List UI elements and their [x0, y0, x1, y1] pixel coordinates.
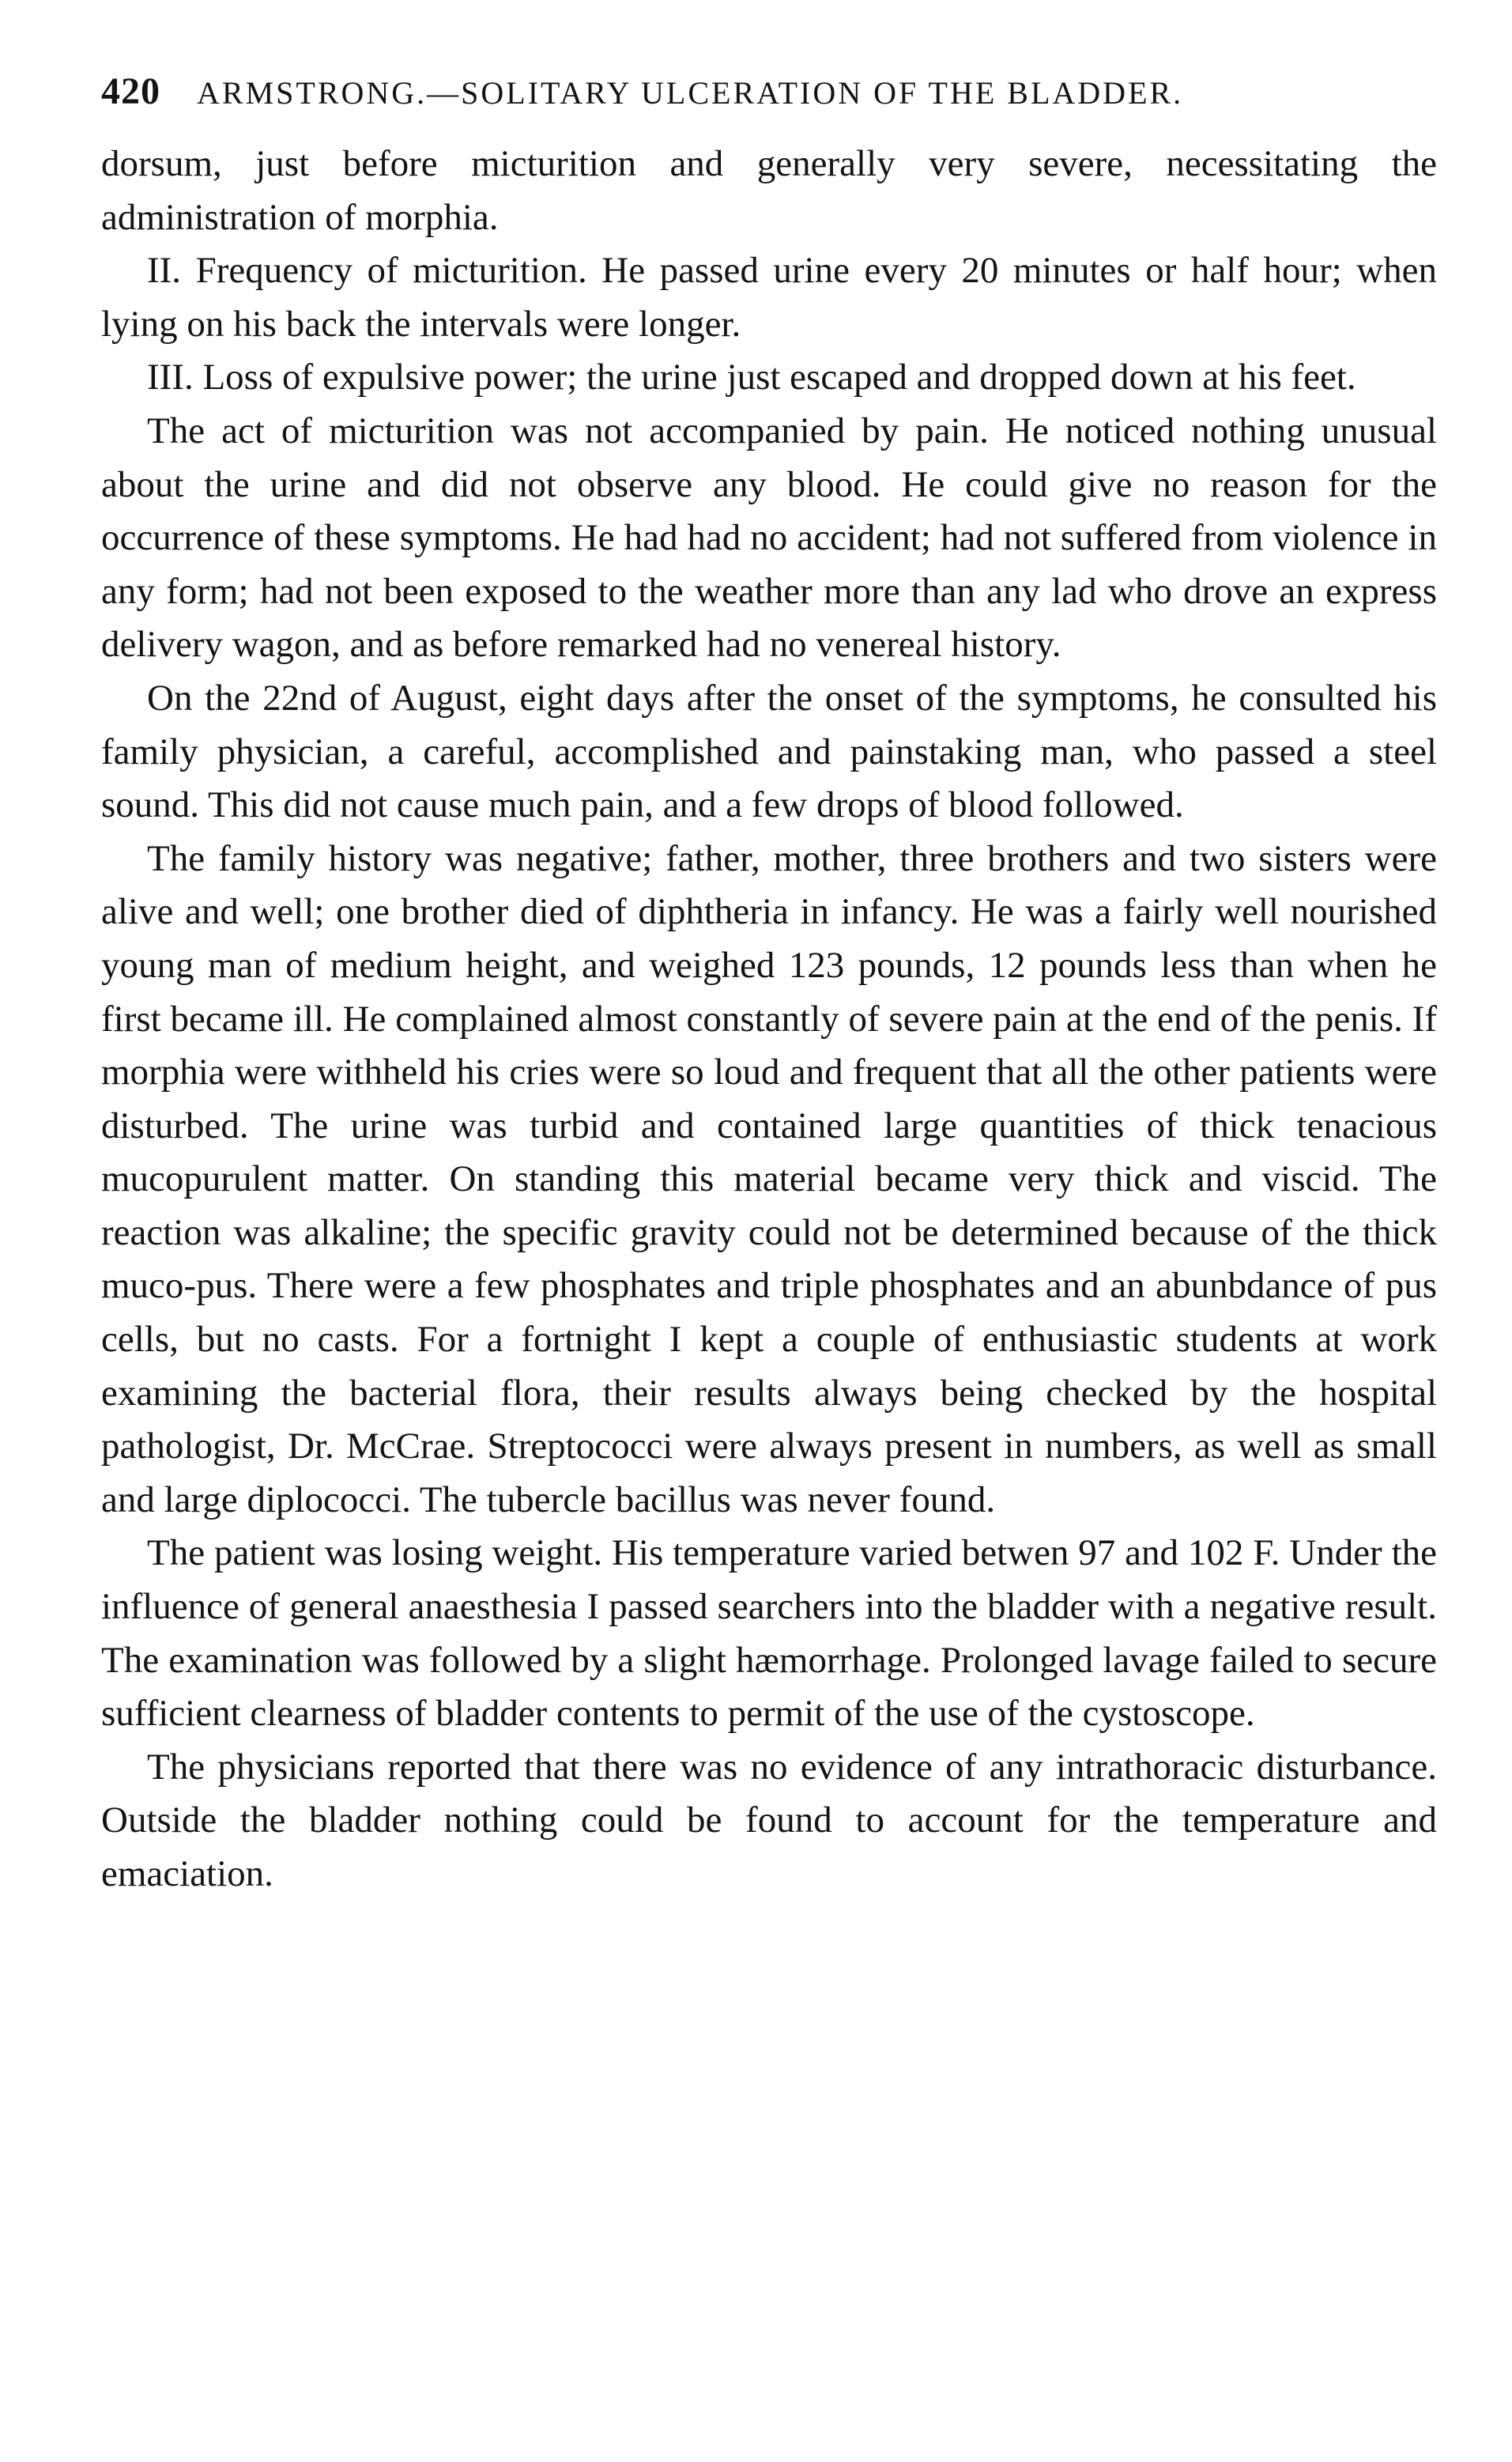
paragraph-physicians-report: The physicians reported that there was no evidence of any intrathoracic disturbance. Outside the bladder nothing could be found to account for the temperature and emaciation.: [101, 1746, 1437, 1894]
book-page: [101, 70, 1437, 1901]
body-text: [101, 138, 1437, 1901]
paragraph-symptom-frequency: II. Frequency of micturition. He passed urine every 20 minutes or half hour; when lying on his back the intervals were longer.: [101, 250, 1437, 345]
running-title: ARMSTRONG.—SOLITARY ULCERATION OF THE BLADDER.: [197, 75, 1184, 111]
paragraph-continuation: dorsum, just before micturition and generally very severe, necessitating the administration of morphia.: [101, 143, 1437, 238]
paragraph-symptom-expulsive-power: III. Loss of expulsive power; the urine just escaped and dropped down at his feet.: [147, 357, 1356, 398]
paragraph-family-history: The family history was negative; father, mother, three brothers and two sisters were alive and well; one brother died of diphtheria in infancy. He was a fairly well nourished young man of medium height, and weighed 123 pounds, 12 pounds less than when he first became ill. He complained almost constantly of severe pain at the end of the penis. If morphia were withheld his cries were so loud and frequent that all the other patients were disturbed. The urine was turbid and contained large quantities of thick tenacious mucopurulent matter. On standing this material became very thick and viscid. The reaction was alkaline; the specific gravity could not be determined because of the thick muco-pus. There were a few phosphates and triple phosphates and an abunbdance of pus cells, but no casts. For a fortnight I kept a couple of enthusiastic students at work examining the bacterial flora, their results always being checked by the hospital pathologist, Dr. McCrae. Streptococci were always present in numbers, as well as small and large diplococci. The tubercle bacillus was never found.: [101, 837, 1437, 1520]
paragraph-consultation: On the 22nd of August, eight days after the onset of the symptoms, he consulted his family physician, a careful, accomplished and painstaking man, who passed a steel sound. This did not cause much pain, and a few drops of blood followed.: [101, 677, 1437, 826]
page-number: 420: [101, 70, 160, 112]
running-head: [101, 70, 1437, 133]
paragraph-micturition: The act of micturition was not accompanied by pain. He noticed nothing unusual about the urine and did not observe any blood. He could give no reason for the occurrence of these symptoms. He had had no accident; had not suffered from violence in any form; had not been exposed to the weather more than any lad who drove an express delivery wagon, and as before remarked had no venereal history.: [101, 410, 1437, 666]
paragraph-temperature: The patient was losing weight. His temperature varied betwen 97 and 102 F. Under the influence of general anaesthesia I passed searchers into the bladder with a negative result. The examination was followed by a slight hæmorrhage. Prolonged lavage failed to secure sufficient clearness of bladder contents to permit of the use of the cystoscope.: [101, 1532, 1437, 1735]
